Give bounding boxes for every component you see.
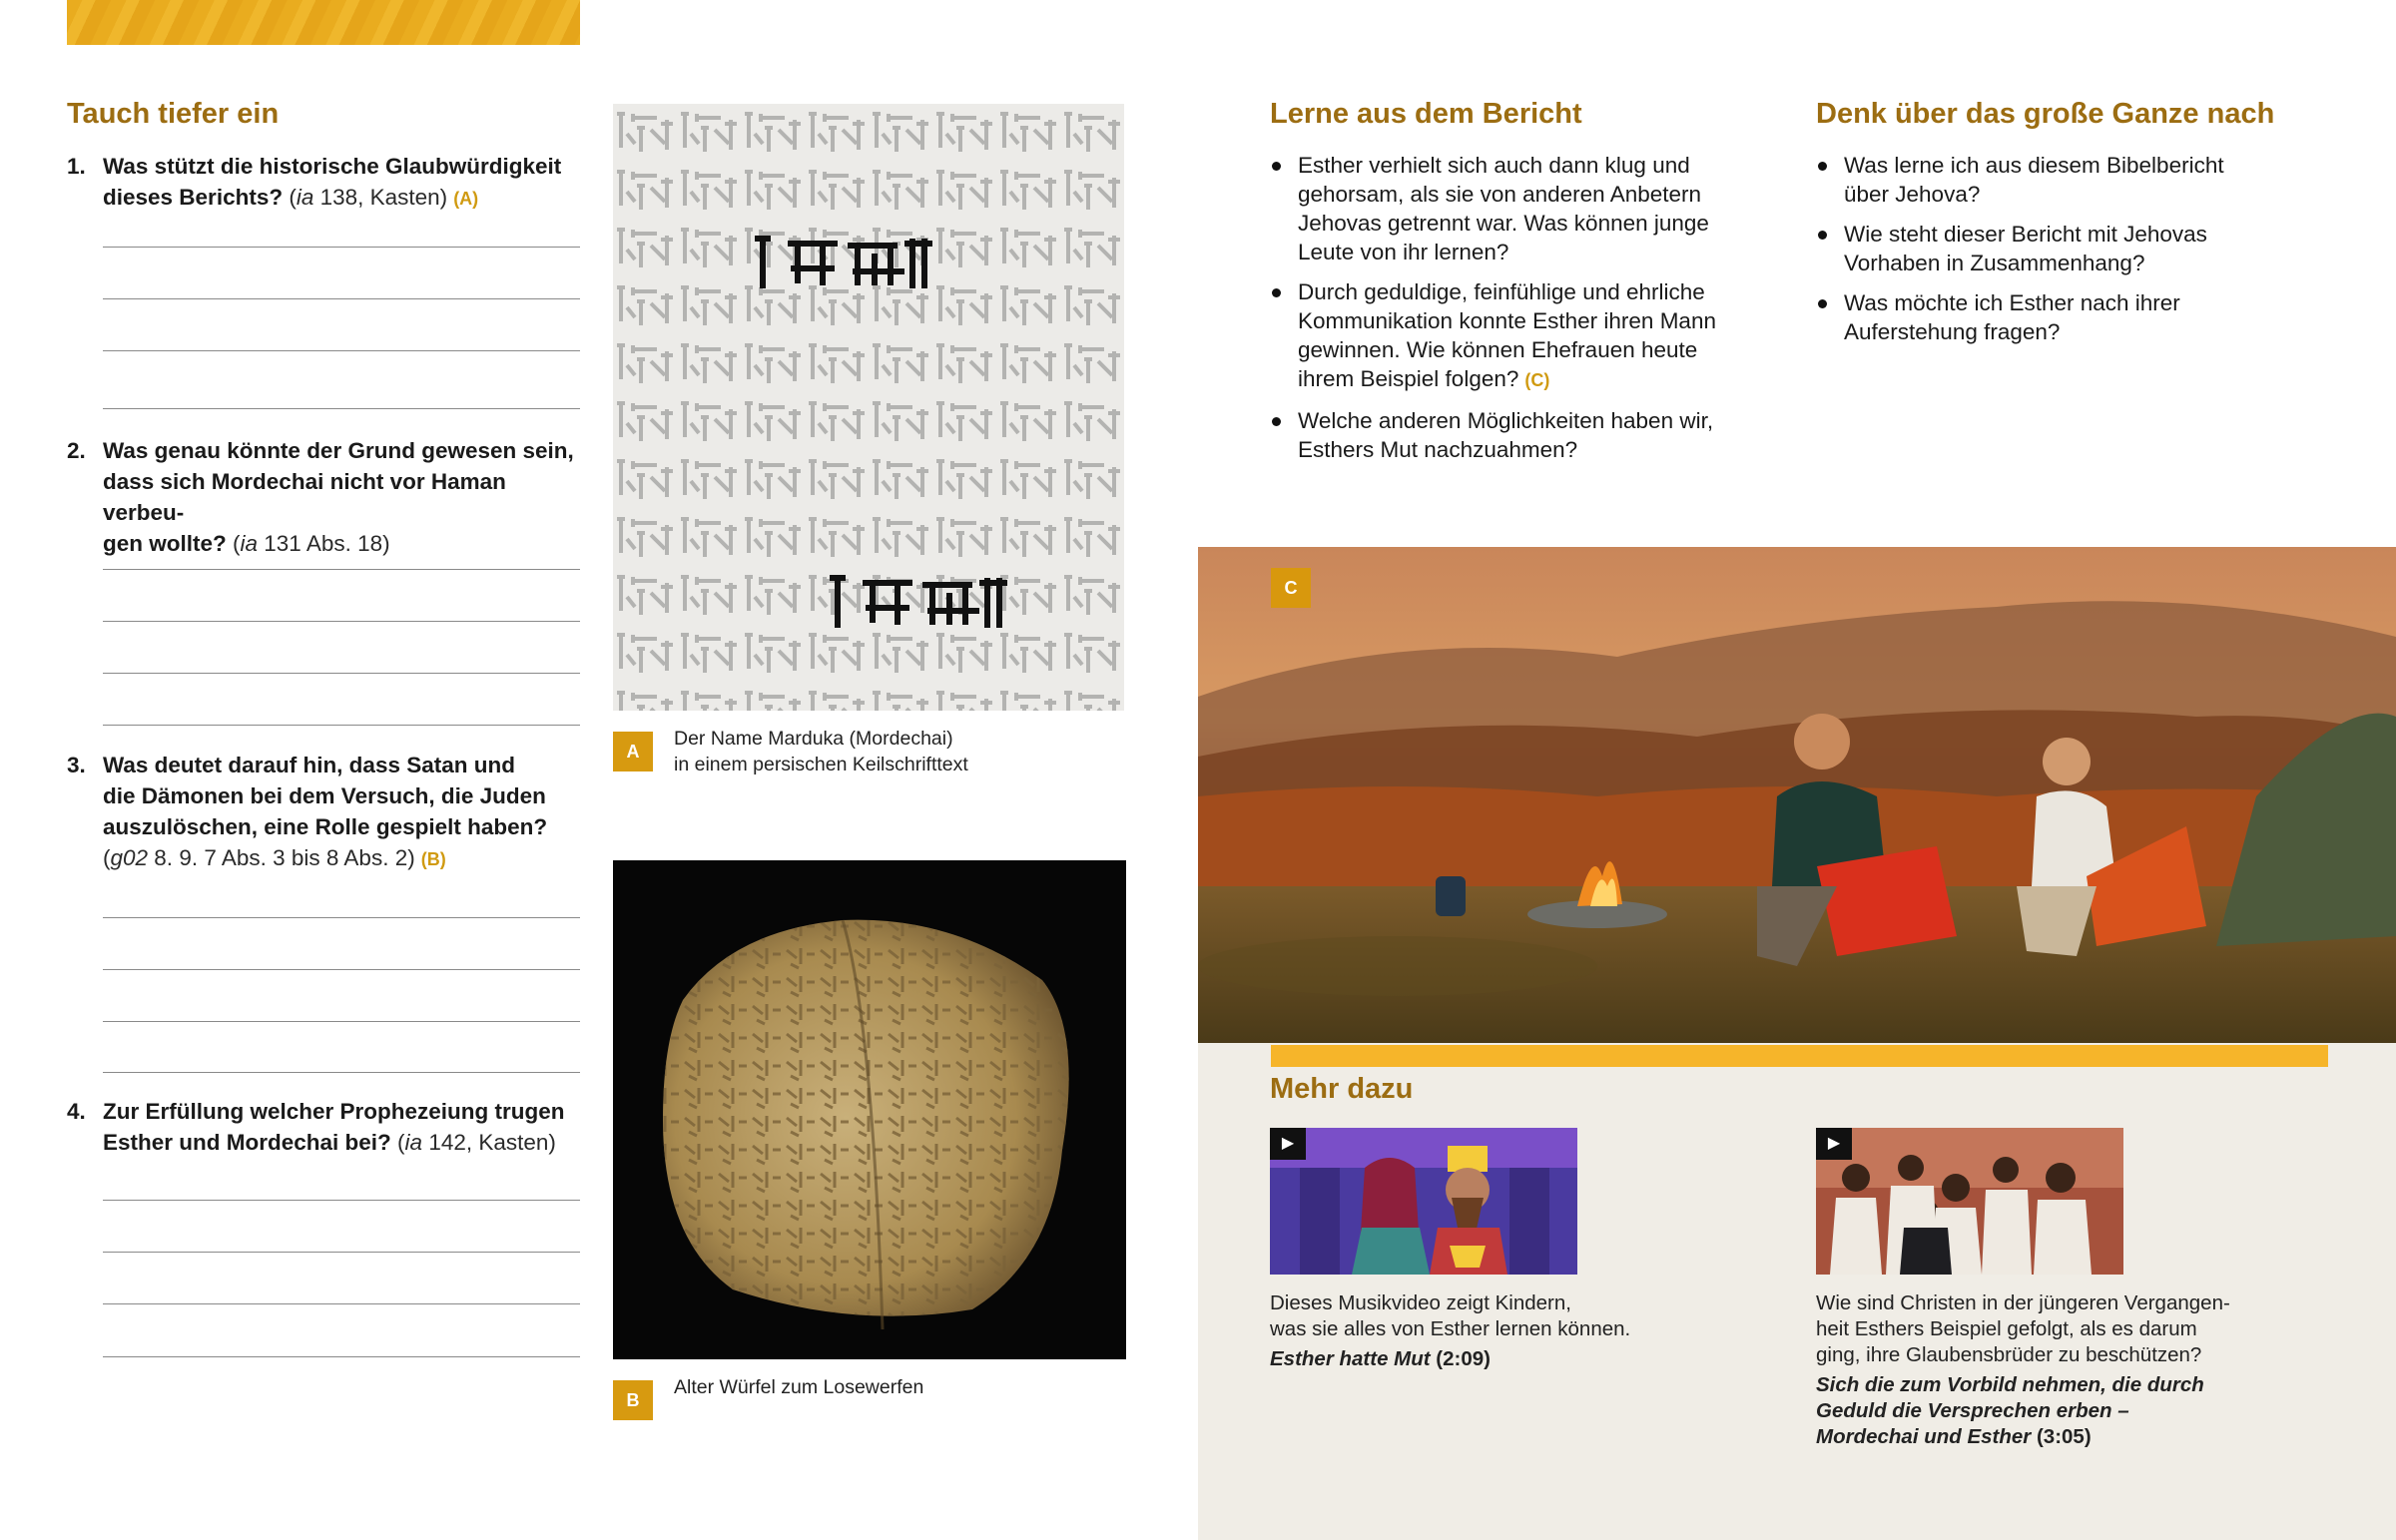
image-badge-b: B: [613, 1380, 653, 1420]
list-item-text: Was lerne ich aus diesem Bibelbericht über Jehova?: [1844, 153, 2224, 207]
video-title-link[interactable]: [1270, 1346, 1491, 1372]
top-decorative-band: [67, 0, 580, 45]
answer-line[interactable]: [103, 247, 580, 248]
video-desc-line: Dieses Musikvideo zeigt Kindern,: [1270, 1291, 1571, 1314]
question-number: 4.: [67, 1099, 86, 1124]
ref-publication: ia: [404, 1130, 423, 1155]
image-ref-badge: (B): [420, 849, 446, 869]
question-text-line: auszulöschen, eine Rolle gespielt haben?: [103, 814, 548, 839]
caption-line: in einem persischen Keilschrifttext: [674, 754, 968, 775]
lerne-list: [1270, 151, 1729, 475]
section-heading-tauch: Tauch tiefer ein: [67, 98, 280, 130]
list-item: [1270, 277, 1729, 395]
answer-line[interactable]: [103, 917, 580, 918]
list-item: [1816, 151, 2235, 209]
caption-line: Der Name Marduka (Mordechai): [674, 728, 953, 750]
question-number: 2.: [67, 438, 86, 463]
ref-publication: g02: [110, 845, 149, 870]
list-item: [1816, 220, 2235, 277]
list-item-text: Esther verhielt sich auch dann klug und gehorsam, als sie von anderen Anbetern Jehovas getrennt war. Was können junge Leute von ihr lernen?: [1298, 153, 1709, 264]
image-caption-a: [674, 726, 968, 777]
answer-line[interactable]: [103, 673, 580, 674]
play-icon[interactable]: ▶: [1270, 1128, 1306, 1160]
video-desc-line: was sie alles von Esther lernen können.: [1270, 1317, 1631, 1340]
dice-illustration: [613, 860, 1126, 1359]
animated-esther-illustration: [1270, 1128, 1577, 1275]
video-description-1: [1270, 1290, 1669, 1372]
question-text-line: Was deutet darauf hin, dass Satan und: [103, 753, 515, 777]
list-item: [1270, 406, 1729, 464]
ref-publication: ia: [240, 531, 259, 556]
video-title-line[interactable]: Sich die zum Vorbild nehmen, die durch: [1816, 1373, 2204, 1396]
question-text-line: Was genau könnte der Grund gewesen sein,: [103, 438, 574, 463]
ref-open: (: [283, 185, 297, 210]
section-heading-denk: Denk über das große Ganze nach: [1816, 98, 2275, 130]
ref-open: (: [103, 845, 111, 870]
answer-line[interactable]: [103, 1303, 580, 1304]
ref-publication: ia: [296, 185, 314, 210]
list-item-text: Durch geduldige, feinfühlige und ehrliche Kommunikation konnte Esther ihren Mann gewinnen. Wie können Ehefrauen heute ihrem Beispiel folgen?: [1298, 279, 1716, 391]
question-text-line: die Dämonen bei dem Versuch, die Juden: [103, 783, 546, 808]
ref-location: 131 Abs. 18): [258, 531, 390, 556]
question-text-line: dass sich Mordechai nicht vor Haman verbeu-: [103, 469, 506, 525]
group-of-people-illustration: [1816, 1128, 2123, 1275]
answer-line[interactable]: [103, 1021, 580, 1022]
video-title-link[interactable]: [1816, 1372, 2204, 1450]
ref-open: (: [226, 531, 241, 556]
question-number: 3.: [67, 753, 86, 777]
answer-line[interactable]: [103, 1072, 580, 1073]
question-4: [67, 1096, 580, 1158]
question-text-line: dieses Berichts?: [103, 185, 284, 210]
ref-location: 138, Kasten): [313, 185, 448, 210]
question-text-line: Zur Erfüllung welcher Prophezeiung trugen: [103, 1099, 565, 1124]
answer-line[interactable]: [103, 621, 580, 622]
caption-line: Alter Würfel zum Losewerfen: [674, 1376, 924, 1398]
video-duration: (2:09): [1430, 1347, 1491, 1370]
question-text-line: gen wollte?: [103, 531, 227, 556]
video-desc-line: Wie sind Christen in der jüngeren Vergangen-: [1816, 1291, 2230, 1314]
camping-couple-photo: [1198, 547, 2396, 1043]
list-item: [1816, 288, 2235, 346]
video-desc-line: heit Esthers Beispiel gefolgt, als es darum: [1816, 1317, 2197, 1340]
video-description-2: [1816, 1290, 2255, 1450]
cuneiform-illustration: [613, 104, 1124, 711]
question-text-line: Esther und Mordechai bei?: [103, 1130, 391, 1155]
image-caption-b: [674, 1374, 923, 1400]
image-ref-badge: (A): [453, 189, 479, 209]
cuneiform-text-image: [613, 104, 1124, 711]
answer-line[interactable]: [103, 725, 580, 726]
section-heading-lerne: Lerne aus dem Bericht: [1270, 98, 1582, 130]
image-badge-a: A: [613, 732, 653, 771]
question-text-line: Was stützt die historische Glaubwürdigkeit: [103, 154, 562, 179]
video-title-line[interactable]: Mordechai und Esther: [1816, 1425, 2032, 1448]
list-item-text: Welche anderen Möglichkeiten haben wir, Esthers Mut nachzuahmen?: [1298, 408, 1714, 462]
ref-location: 8. 9. 7 Abs. 3 bis 8 Abs. 2): [148, 845, 415, 870]
camping-scene-illustration: [1198, 547, 2396, 1043]
question-3: [67, 750, 580, 875]
ancient-dice-image: [613, 860, 1126, 1359]
video-desc-line: ging, ihre Glaubensbrüder zu beschützen?: [1816, 1343, 2202, 1366]
answer-line[interactable]: [103, 350, 580, 351]
video-thumbnail-mordechai-und-esther[interactable]: [1816, 1128, 2123, 1275]
play-icon[interactable]: ▶: [1816, 1128, 1852, 1160]
section-heading-mehr: Mehr dazu: [1270, 1073, 1414, 1105]
image-ref-badge: (C): [1524, 370, 1550, 390]
question-2: [67, 435, 580, 559]
video-duration: (3:05): [2031, 1425, 2092, 1448]
ref-location: 142, Kasten): [422, 1130, 556, 1155]
answer-line[interactable]: [103, 1200, 580, 1201]
denk-list: [1816, 151, 2235, 357]
video-title[interactable]: Esther hatte Mut: [1270, 1347, 1431, 1370]
answer-line[interactable]: [103, 298, 580, 299]
video-thumbnail-esther-hatte-mut[interactable]: [1270, 1128, 1577, 1275]
question-1: [67, 151, 580, 215]
answer-line[interactable]: [103, 408, 580, 409]
list-item-text: Wie steht dieser Bericht mit Jehovas Vorhaben in Zusammenhang?: [1844, 222, 2207, 275]
image-badge-c: C: [1271, 568, 1311, 608]
answer-line[interactable]: [103, 569, 580, 570]
question-number: 1.: [67, 154, 86, 179]
accent-bar: [1271, 1045, 2328, 1067]
answer-line[interactable]: [103, 1356, 580, 1357]
list-item-text: Was möchte ich Esther nach ihrer Auferstehung fragen?: [1844, 290, 2180, 344]
answer-line[interactable]: [103, 1252, 580, 1253]
ref-open: (: [390, 1130, 405, 1155]
list-item: [1270, 151, 1729, 266]
answer-line[interactable]: [103, 969, 580, 970]
video-title-line[interactable]: Geduld die Versprechen erben –: [1816, 1399, 2129, 1422]
